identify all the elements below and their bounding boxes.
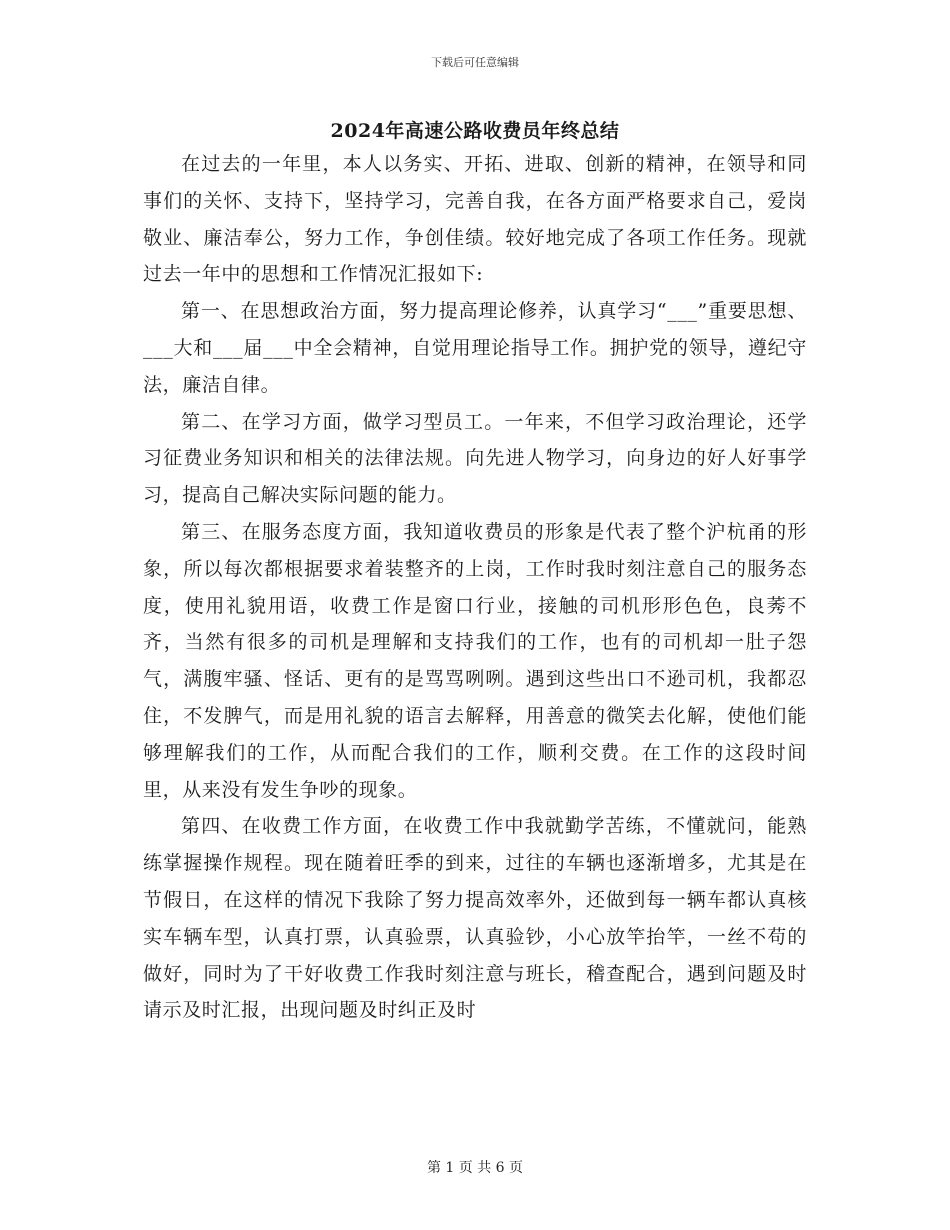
paragraph-ideology: 第一、在思想政治方面，努力提高理论修养，认真学习“___”重要思想、___大和___届___中全会精神，自觉用理论指导工作。拥护党的领导，遵纪守法，廉洁自律。	[143, 300, 807, 396]
paragraph-intro: 在过去的一年里，本人以务实、开拓、进取、创新的精神，在领导和同事们的关怀、支持下，坚持学习，完善自我，在各方面严格要求自己，爱岗敬业、廉洁奉公，努力工作，争创佳绩。较好地完成了各项工作任务。现就过去一年中的思想和工作情况汇报如下:	[143, 153, 807, 286]
document-body	[143, 146, 807, 1029]
document-title: 2024年高速公路收费员年终总结	[330, 120, 620, 142]
page-number: 第 1 页 共 6 页	[426, 1160, 524, 1176]
paragraph-service-attitude: 第三、在服务态度方面，我知道收费员的形象是代表了整个沪杭甬的形象，所以每次都根据要求着装整齐的上岗，工作时我时刻注意自己的服务态度，使用礼貌用语，收费工作是窗口行业，接触的司机形形色色，良莠不齐，当然有很多的司机是理解和支持我们的工作，也有的司机却一肚子怨气，满腹牢骚、怪话、更有的是骂骂咧咧。遇到这些出口不逊司机，我都忍住，不发脾气，而是用礼貌的语言去解释，用善意的微笑去化解，使他们能够理解我们的工作，从而配合我们的工作，顺利交费。在工作的这段时间里，从来没有发生争吵的现象。	[143, 520, 807, 801]
paragraph-study: 第二、在学习方面，做学习型员工。一年来，不但学习政治理论，还学习征费业务知识和相关的法律法规。向先进人物学习，向身边的好人好事学习，提高自己解决实际问题的能力。	[143, 410, 807, 507]
paragraph-toll-work: 第四、在收费工作方面，在收费工作中我就勤学苦练，不懂就问，能熟练掌握操作规程。现在随着旺季的到来，过往的车辆也逐渐增多，尤其是在节假日，在这样的情况下我除了努力提高效率外，还做到每一辆车都认真核实车辆车型，认真打票，认真验票，认真验钞，小心放竿抬竿，一丝不苟的做好，同时为了干好收费工作我时刻注意与班长，稽查配合，遇到问题及时请示及时汇报，出现问题及时纠正及时	[143, 815, 807, 1022]
page-header-note: 下载后可任意编辑	[431, 56, 519, 69]
